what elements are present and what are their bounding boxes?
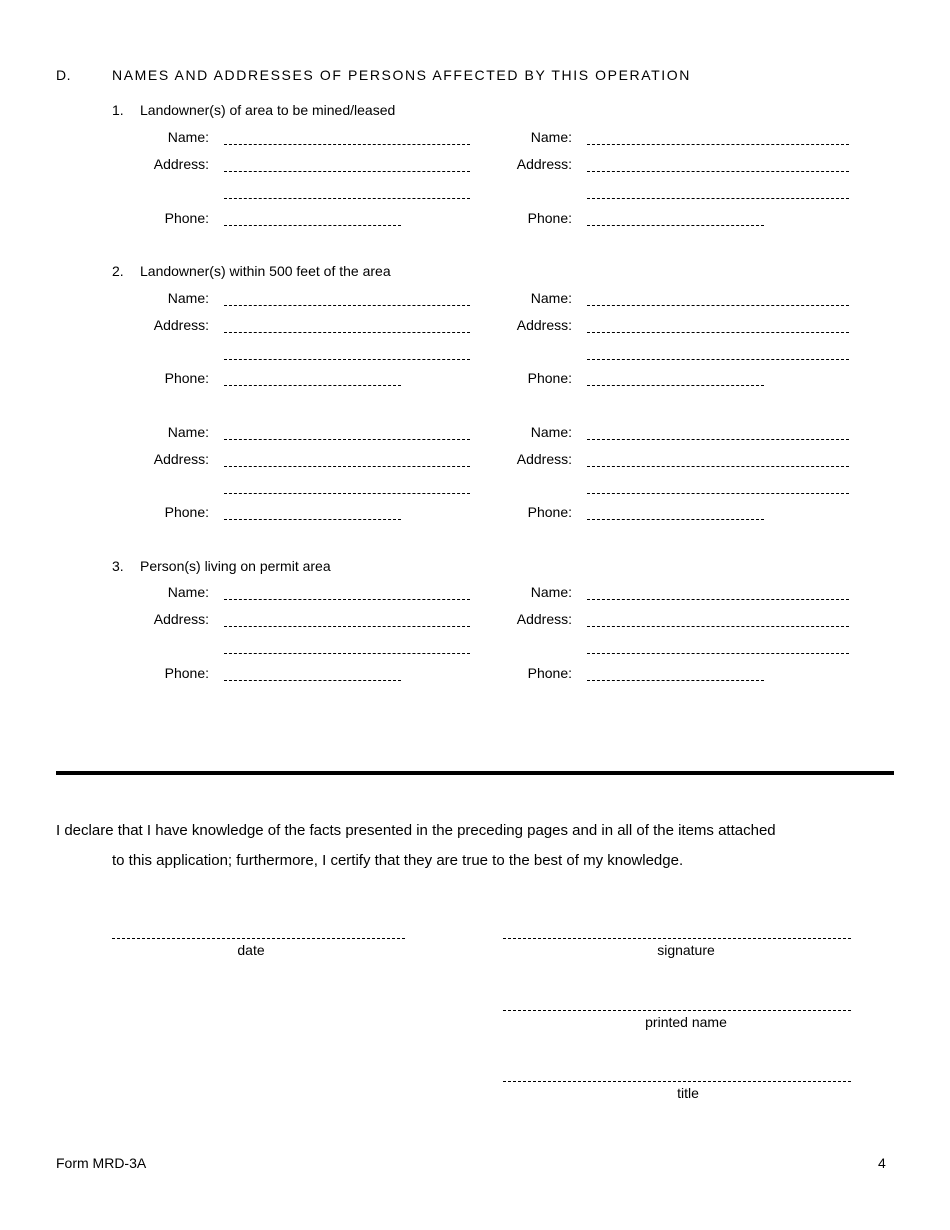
- name-field[interactable]: [224, 439, 470, 440]
- name-label: Name:: [167, 290, 209, 306]
- signature-field[interactable]: [503, 938, 851, 939]
- name-label: Name:: [167, 584, 209, 600]
- phone-field[interactable]: [587, 680, 764, 681]
- phone-label: Phone:: [527, 370, 572, 386]
- name-label: Name:: [167, 129, 209, 145]
- address-label: Address:: [516, 451, 572, 467]
- phone-field[interactable]: [224, 680, 401, 681]
- phone-label: Phone:: [164, 665, 209, 681]
- address-field-line-2[interactable]: [224, 359, 470, 360]
- phone-label: Phone:: [527, 665, 572, 681]
- title-label: title: [677, 1085, 699, 1101]
- date-field[interactable]: [112, 938, 405, 939]
- phone-field[interactable]: [587, 385, 764, 386]
- section-letter: D.: [56, 67, 71, 83]
- address-field-line-1[interactable]: [587, 466, 849, 467]
- address-label: Address:: [516, 156, 572, 172]
- address-field-line-1[interactable]: [224, 466, 470, 467]
- phone-field[interactable]: [224, 225, 401, 226]
- name-field[interactable]: [587, 305, 849, 306]
- subsection-3-number: 3.: [112, 558, 124, 574]
- address-field-line-2[interactable]: [587, 198, 849, 199]
- printed-name-label: printed name: [645, 1014, 727, 1030]
- name-field[interactable]: [224, 599, 470, 600]
- name-label: Name:: [530, 290, 572, 306]
- subsection-2-number: 2.: [112, 263, 124, 279]
- name-field[interactable]: [224, 305, 470, 306]
- subsection-1-number: 1.: [112, 102, 124, 118]
- address-field-line-1[interactable]: [587, 171, 849, 172]
- phone-field[interactable]: [587, 519, 764, 520]
- declaration-line-2: to this application; furthermore, I certify that they are true to the best of my knowledge.: [112, 852, 684, 869]
- subsection-1-title: Landowner(s) of area to be mined/leased: [140, 102, 396, 118]
- name-field[interactable]: [587, 144, 849, 145]
- address-label: Address:: [153, 317, 209, 333]
- date-label: date: [237, 942, 265, 958]
- address-label: Address:: [153, 156, 209, 172]
- phone-label: Phone:: [164, 210, 209, 226]
- phone-field[interactable]: [224, 385, 401, 386]
- phone-label: Phone:: [527, 210, 572, 226]
- title-field[interactable]: [503, 1081, 851, 1082]
- name-field[interactable]: [224, 144, 470, 145]
- page-number: 4: [878, 1155, 886, 1171]
- form-id: Form MRD-3A: [56, 1155, 147, 1171]
- phone-label: Phone:: [164, 504, 209, 520]
- phone-label: Phone:: [527, 504, 572, 520]
- name-label: Name:: [530, 424, 572, 440]
- address-field-line-1[interactable]: [587, 332, 849, 333]
- phone-label: Phone:: [164, 370, 209, 386]
- address-field-line-1[interactable]: [224, 332, 470, 333]
- name-label: Name:: [167, 424, 209, 440]
- subsection-2-title: Landowner(s) within 500 feet of the area: [140, 263, 391, 279]
- address-field-line-1[interactable]: [587, 626, 849, 627]
- section-divider: [56, 771, 894, 775]
- address-label: Address:: [516, 611, 572, 627]
- address-field-line-2[interactable]: [224, 653, 470, 654]
- address-label: Address:: [516, 317, 572, 333]
- name-field[interactable]: [587, 439, 849, 440]
- address-label: Address:: [153, 611, 209, 627]
- address-field-line-2[interactable]: [587, 653, 849, 654]
- address-field-line-2[interactable]: [587, 359, 849, 360]
- address-field-line-2[interactable]: [224, 198, 470, 199]
- printed-name-field[interactable]: [503, 1010, 851, 1011]
- address-label: Address:: [153, 451, 209, 467]
- phone-field[interactable]: [587, 225, 764, 226]
- address-field-line-2[interactable]: [587, 493, 849, 494]
- section-title: NAMES AND ADDRESSES OF PERSONS AFFECTED BY THIS OPERATION: [112, 67, 691, 83]
- subsection-3-title: Person(s) living on permit area: [140, 558, 331, 574]
- name-field[interactable]: [587, 599, 849, 600]
- phone-field[interactable]: [224, 519, 401, 520]
- address-field-line-1[interactable]: [224, 171, 470, 172]
- address-field-line-1[interactable]: [224, 626, 470, 627]
- name-label: Name:: [530, 129, 572, 145]
- name-label: Name:: [530, 584, 572, 600]
- address-field-line-2[interactable]: [224, 493, 470, 494]
- signature-label: signature: [657, 942, 715, 958]
- declaration-line-1: I declare that I have knowledge of the facts presented in the preceding pages and in all of the items attached: [56, 822, 776, 839]
